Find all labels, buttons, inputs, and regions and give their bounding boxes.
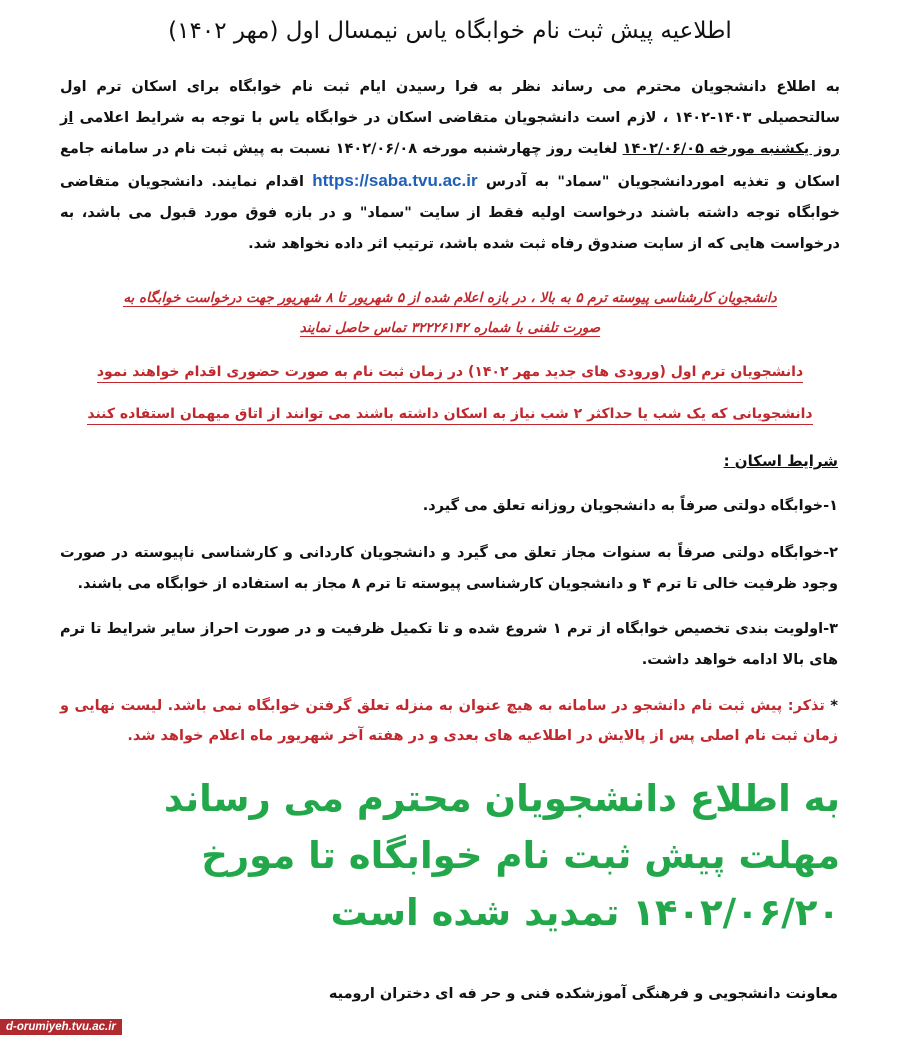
site-watermark: d-orumiyeh.tvu.ac.ir xyxy=(0,1019,122,1035)
intro-text-2: لغایت روز چهارشنبه مورخه ۱۴۰۲/۰۶/۰۸ نسبت به پیش ثبت نام در سامانه جامع اسکان و تغذیه اموردانشجویان "سماد" به آدرس xyxy=(60,141,840,190)
red-note-first-term-text: دانشجویان ترم اول (ورودی های جدید مهر ۱۴۰۲) در زمان ثبت نام به صورت حضوری اقدام خواهند نمود xyxy=(97,364,803,383)
condition-item-3: ۳-اولویت بندی تخصیص خوابگاه از ترم ۱ شروع شده و تا تکمیل ظرفیت و در صورت احراز سایر شرایط تا ترم های بالا ادامه خواهد داشت. xyxy=(60,621,838,668)
reminder-star: * xyxy=(824,698,838,714)
red-note-phone-line-1: دانشجویان کارشناسی پیوسته ترم ۵ به بالا ، در بازه اعلام شده از ۵ شهریور تا ۸ شهریور جهت درخواست خوابگاه به xyxy=(123,290,777,306)
reminder-note xyxy=(60,691,838,751)
condition-item-1: ۱-خوابگاه دولتی صرفاً به دانشجویان روزانه تعلق می گیرد. xyxy=(422,498,838,514)
page-title: اطلاعیه پیش ثبت نام خوابگاه یاس نیمسال اول (مهر ۱۴۰۲) xyxy=(168,18,732,44)
intro-text-3: اقدام نمایند. دانشجویان متقاضی خوابگاه توجه داشته باشند درخواست اولیه فقط از سایت "سماد" و در بازه فوق مورد قبول می باشد، به درخواست هایی که از سایت صندوق رفاه ثبت شده باشد، ترتیب اثر داده نخواهد شد. xyxy=(60,174,840,252)
condition-item-2: ۲-خوابگاه دولتی صرفاً به سنوات مجاز تعلق می گیرد و دانشجویان کاردانی و کارشناسی ناپیوسته در صورت وجود ظرفیت خالی تا ترم ۴ و دانشجویان کارشناسی پیوسته تا ترم ۸ مجاز به استفاده از خوابگاه می باشند. xyxy=(60,545,838,592)
red-note-phone-line-2: صورت تلفنی با شماره ۳۲۲۲۶۱۴۲ تماس حاصل نمایند xyxy=(299,320,601,336)
red-note-guest-room xyxy=(0,402,900,426)
extension-announcement: به اطلاع دانشجویان محترم می رساند مهلت پیش ثبت نام خوابگاه تا مورخ ۱۴۰۲/۰۶/۲۰ تمدید شده است xyxy=(163,777,840,934)
red-note-first-term xyxy=(0,360,900,384)
reminder-text: تذکر: پیش ثبت نام دانشجو در سامانه به هیچ عنوان به منزله تعلق گرفتن خوابگاه نمی باشد. لیست نهایی و زمان ثبت نام اصلی پس از پالایش در اطلاعیه های بعدی و در هفته آخر شهریور ماه اعلام خواهد شد. xyxy=(60,698,838,744)
red-note-phone xyxy=(0,283,900,343)
intro-date-underlined: از روز یکشنبه مورخه ۱۴۰۲/۰۶/۰۵ xyxy=(60,110,840,157)
conditions-heading: شرایط اسکان : xyxy=(723,452,838,470)
intro-text-1: به اطلاع دانشجویان محترم می رساند نظر به فرا رسیدن ایام ثبت نام خوابگاه برای اسکان ترم اول سالتحصیلی ۱۴۰۳-۱۴۰۲ ، لازم است دانشجویان متقاضی اسکان در خوابگاه یاس با توجه به شرایط اعلامی xyxy=(60,79,840,126)
samad-link[interactable]: https://saba.tvu.ac.ir xyxy=(312,171,478,190)
intro-paragraph xyxy=(60,72,840,260)
red-note-guest-room-text: دانشجویانی که یک شب یا حداکثر ۲ شب نیاز به اسکان داشته باشند می توانند از اتاق میهمان استفاده کنند xyxy=(87,406,812,425)
signature: معاونت دانشجویی و فرهنگی آموزشکده فنی و حر فه ای دختران ارومیه xyxy=(328,986,838,1002)
